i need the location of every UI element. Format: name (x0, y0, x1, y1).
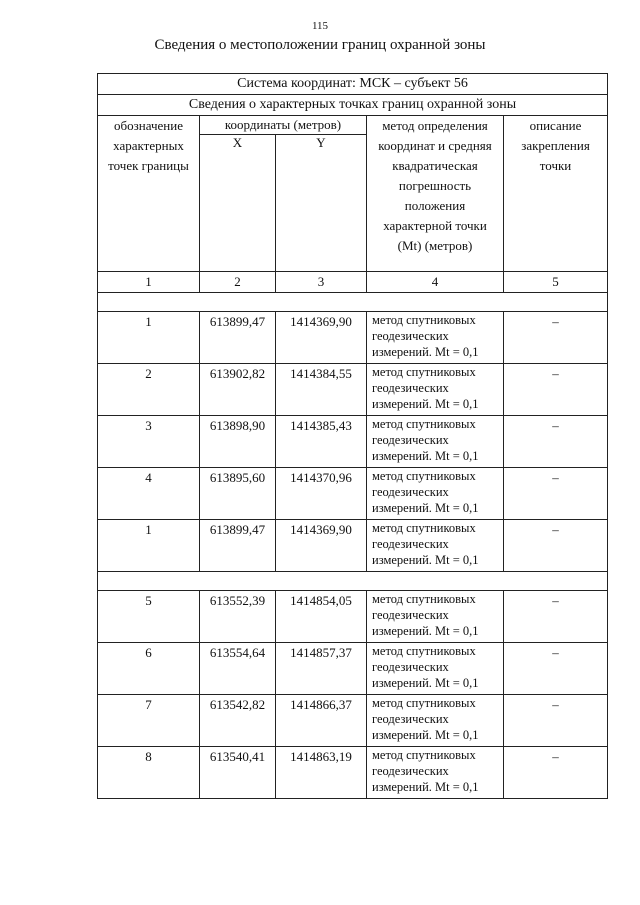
header-x: X (200, 135, 276, 272)
header-point-designation: обозначение характерных точек границы (98, 116, 200, 272)
description-cell: – (504, 416, 608, 468)
x-coordinate-cell: 613902,82 (200, 364, 276, 416)
header-y: Y (276, 135, 367, 272)
y-coordinate-cell: 1414369,90 (276, 520, 367, 572)
x-coordinate-cell: 613552,39 (200, 591, 276, 643)
x-coordinate-cell: 613542,82 (200, 695, 276, 747)
description-cell: – (504, 364, 608, 416)
description-cell: – (504, 468, 608, 520)
table-row (98, 520, 608, 572)
y-coordinate-cell: 1414863,19 (276, 747, 367, 799)
description-cell: – (504, 312, 608, 364)
column-number: 5 (504, 272, 608, 293)
description-cell: – (504, 643, 608, 695)
group-separator (98, 293, 608, 312)
method-cell: метод спутниковых геодезических измерений. Mt = 0,1 (367, 468, 504, 520)
y-coordinate-cell: 1414370,96 (276, 468, 367, 520)
table-row (98, 416, 608, 468)
method-cell: метод спутниковых геодезических измерений. Mt = 0,1 (367, 364, 504, 416)
x-coordinate-cell: 613898,90 (200, 416, 276, 468)
table-row (98, 643, 608, 695)
method-cell: метод спутниковых геодезических измерений. Mt = 0,1 (367, 416, 504, 468)
page-number: 115 (311, 20, 329, 32)
y-coordinate-cell: 1414866,37 (276, 695, 367, 747)
boundary-points-table (97, 73, 608, 799)
description-cell: – (504, 747, 608, 799)
point-cell: 1 (98, 312, 200, 364)
description-cell: – (504, 591, 608, 643)
column-number-row (98, 272, 608, 293)
point-cell: 1 (98, 520, 200, 572)
table-row (98, 312, 608, 364)
column-number: 3 (276, 272, 367, 293)
group-separator-row (98, 572, 608, 591)
method-cell: метод спутниковых геодезических измерений. Mt = 0,1 (367, 747, 504, 799)
group-separator-row (98, 293, 608, 312)
method-cell: метод спутниковых геодезических измерений. Mt = 0,1 (367, 643, 504, 695)
header-method: метод определения координат и средняя квадратическая погрешность положения характерной точки (Mt) (метров) (367, 116, 504, 272)
section-label: Сведения о характерных точках границ охранной зоны (98, 95, 608, 116)
table-row (98, 468, 608, 520)
method-cell: метод спутниковых геодезических измерений. Mt = 0,1 (367, 591, 504, 643)
description-cell: – (504, 520, 608, 572)
group-separator (98, 572, 608, 591)
column-number: 4 (367, 272, 504, 293)
table-row (98, 747, 608, 799)
x-coordinate-cell: 613540,41 (200, 747, 276, 799)
point-cell: 6 (98, 643, 200, 695)
table-row (98, 364, 608, 416)
description-cell: – (504, 695, 608, 747)
point-cell: 3 (98, 416, 200, 468)
x-coordinate-cell: 613554,64 (200, 643, 276, 695)
x-coordinate-cell: 613899,47 (200, 312, 276, 364)
method-cell: метод спутниковых геодезических измерений. Mt = 0,1 (367, 520, 504, 572)
y-coordinate-cell: 1414854,05 (276, 591, 367, 643)
point-cell: 2 (98, 364, 200, 416)
header-description: описание закрепления точки (504, 116, 608, 272)
table-row (98, 591, 608, 643)
y-coordinate-cell: 1414369,90 (276, 312, 367, 364)
x-coordinate-cell: 613899,47 (200, 520, 276, 572)
method-cell: метод спутниковых геодезических измерений. Mt = 0,1 (367, 312, 504, 364)
method-cell: метод спутниковых геодезических измерений. Mt = 0,1 (367, 695, 504, 747)
x-coordinate-cell: 613895,60 (200, 468, 276, 520)
table-row (98, 695, 608, 747)
point-cell: 4 (98, 468, 200, 520)
column-number: 1 (98, 272, 200, 293)
column-number: 2 (200, 272, 276, 293)
y-coordinate-cell: 1414384,55 (276, 364, 367, 416)
point-cell: 8 (98, 747, 200, 799)
coordinate-system-label: Система координат: МСК – субъект 56 (98, 74, 608, 95)
header-coordinates: координаты (метров) (200, 116, 367, 135)
document-title: Сведения о местоположении границ охранной зоны (154, 37, 486, 53)
y-coordinate-cell: 1414857,37 (276, 643, 367, 695)
point-cell: 7 (98, 695, 200, 747)
point-cell: 5 (98, 591, 200, 643)
y-coordinate-cell: 1414385,43 (276, 416, 367, 468)
